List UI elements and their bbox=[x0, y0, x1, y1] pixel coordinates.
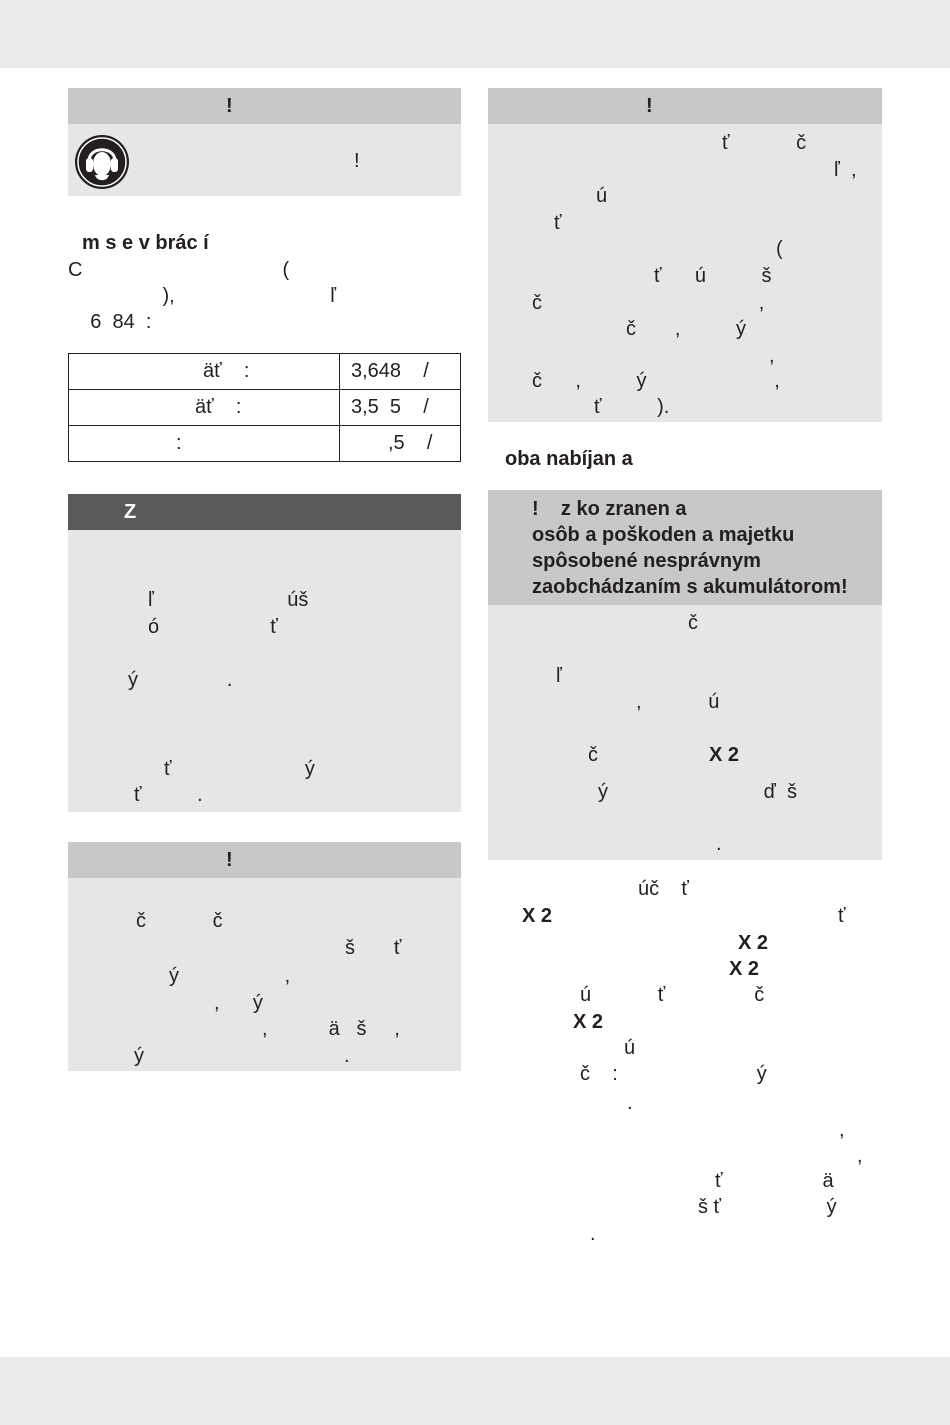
box-line: č bbox=[688, 612, 698, 634]
box-line: č č bbox=[136, 910, 223, 932]
box-header bbox=[488, 490, 882, 605]
box-line: ľ , bbox=[834, 159, 857, 181]
box-header bbox=[68, 88, 461, 124]
box-line: ý ď š bbox=[598, 781, 797, 803]
text-line: . bbox=[627, 1092, 633, 1114]
text-line: X 2 bbox=[522, 905, 553, 927]
text-line: úč ť bbox=[638, 878, 689, 900]
table-cell-label: äť : bbox=[203, 360, 250, 382]
text-line: š ť ý bbox=[698, 1196, 837, 1218]
text-line: X 2 bbox=[729, 958, 760, 980]
table-row bbox=[69, 390, 461, 426]
box-line: č , ý bbox=[626, 318, 747, 340]
info-box bbox=[68, 494, 461, 812]
section-line: C ( bbox=[68, 259, 290, 281]
box-line: č , ý , bbox=[532, 370, 780, 392]
box-line: . bbox=[716, 833, 722, 855]
battery-warning-box bbox=[488, 490, 882, 860]
warning-box bbox=[488, 88, 882, 422]
box-line: č bbox=[588, 744, 598, 766]
box-line: , bbox=[769, 345, 775, 367]
section-line: 6 84 : bbox=[68, 311, 152, 333]
table-row bbox=[69, 354, 461, 390]
box-header-line: zaobchádzaním s akumulátorom! bbox=[532, 576, 848, 598]
box-header-text: ! bbox=[226, 849, 233, 871]
text-line: ú ť č bbox=[580, 984, 765, 1006]
box-line: ľ bbox=[556, 665, 562, 687]
text-line: ú bbox=[624, 1037, 636, 1059]
box-line: š ť bbox=[345, 937, 402, 959]
box-header bbox=[488, 88, 882, 124]
text-line: , bbox=[839, 1119, 845, 1141]
text-line: č : ý bbox=[580, 1063, 767, 1085]
table-row bbox=[69, 426, 461, 462]
box-line: ť . bbox=[134, 784, 203, 806]
box-header-line: spôsobené nesprávnym bbox=[532, 550, 761, 572]
box-header bbox=[68, 842, 461, 878]
box-line: ó ť bbox=[148, 616, 278, 638]
box-line: , ú bbox=[636, 691, 720, 713]
section-line: ), ľ bbox=[68, 285, 337, 307]
box-line: ý . bbox=[128, 669, 233, 691]
table-cell-label: : bbox=[176, 432, 182, 454]
text-line: ť bbox=[838, 905, 846, 927]
table-cell-label: äť : bbox=[195, 396, 242, 418]
box-line: ( bbox=[776, 238, 783, 260]
text-line: ť ä bbox=[715, 1170, 834, 1192]
box-line: ľ úš bbox=[148, 589, 309, 611]
box-line: ť ý bbox=[164, 758, 315, 780]
box-header-text: ! bbox=[646, 95, 653, 117]
bottom-band bbox=[0, 1357, 950, 1425]
warning-box bbox=[68, 842, 461, 1071]
table-cell-value: 3,648 / bbox=[351, 360, 429, 382]
spec-table bbox=[68, 353, 461, 462]
box-line: ť bbox=[554, 212, 562, 234]
box-line: ý , bbox=[169, 965, 291, 987]
ear-protection-icon bbox=[74, 134, 130, 190]
box-text: ! bbox=[354, 150, 360, 172]
box-line: ý . bbox=[134, 1045, 350, 1067]
top-band bbox=[0, 0, 950, 68]
box-header-text: Z bbox=[124, 501, 137, 523]
box-header bbox=[68, 494, 461, 530]
box-line: , ä š , bbox=[262, 1018, 400, 1040]
text-line: . bbox=[590, 1223, 596, 1245]
box-header-line: osôb a poškoden a majetku bbox=[532, 524, 795, 546]
box-line: , ý bbox=[214, 992, 263, 1014]
table-cell-value: 3,5 5 / bbox=[351, 396, 429, 418]
box-line: ť č bbox=[722, 132, 807, 154]
box-line: X 2 bbox=[709, 744, 740, 766]
box-line: ú bbox=[596, 185, 608, 207]
table-cell-value: ,5 / bbox=[388, 432, 433, 454]
hearing-protection-box bbox=[68, 88, 461, 196]
text-line: , bbox=[857, 1145, 863, 1167]
section-heading: m s e v brác í bbox=[82, 232, 209, 254]
section-heading: oba nabíjan a bbox=[505, 448, 633, 470]
box-header-line: ! z ko zranen a bbox=[532, 498, 687, 520]
box-line: č , bbox=[532, 292, 765, 314]
text-line: X 2 bbox=[738, 932, 769, 954]
text-line: X 2 bbox=[573, 1011, 604, 1033]
box-line: ť ú š bbox=[654, 265, 772, 287]
box-header-text: ! bbox=[226, 95, 233, 117]
box-line: ť ). bbox=[594, 396, 670, 418]
